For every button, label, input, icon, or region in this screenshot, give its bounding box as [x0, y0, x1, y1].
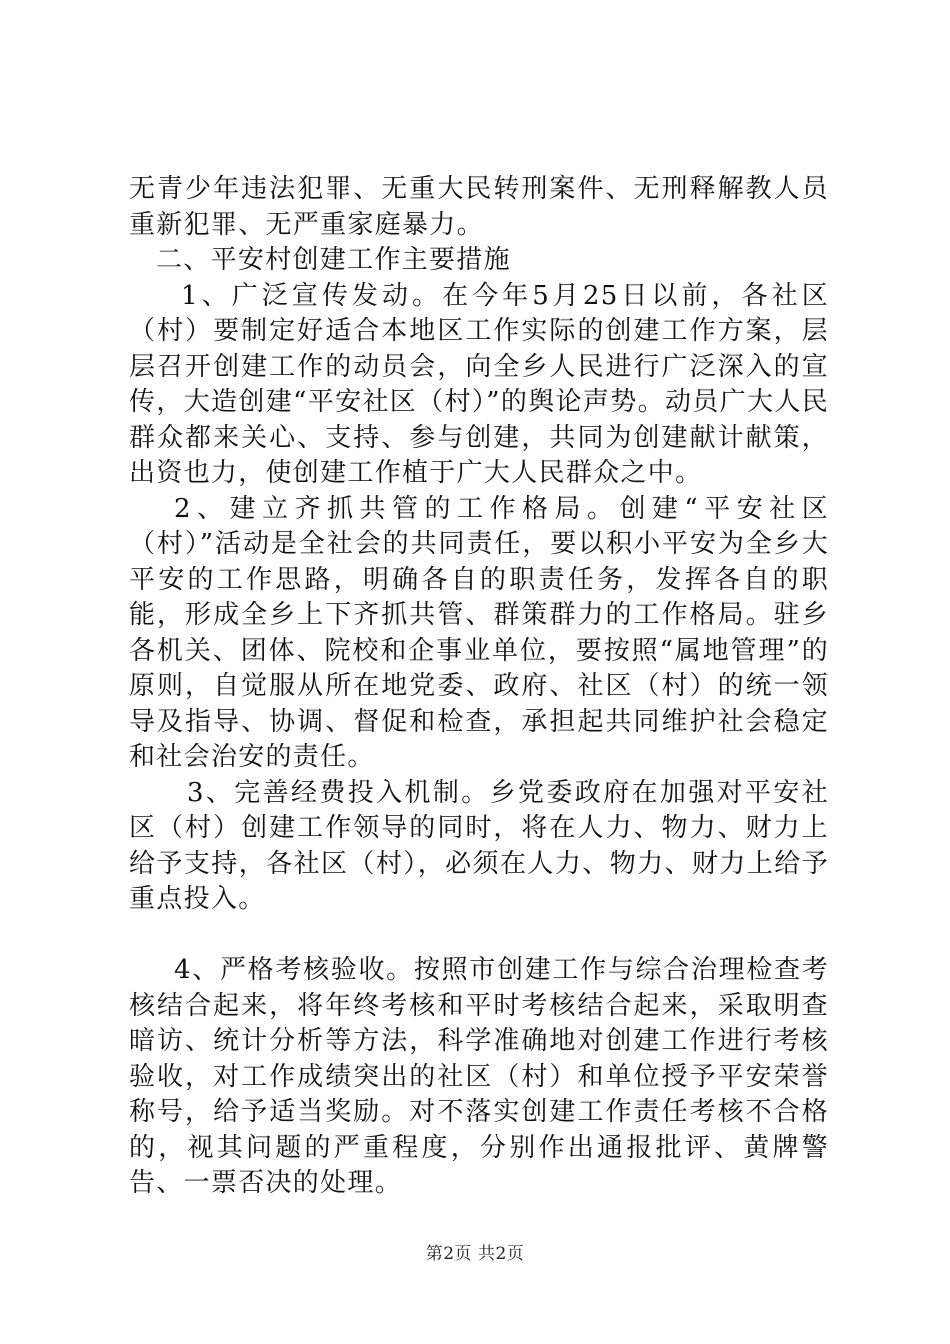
section-heading: 二、平安村创建工作主要措施	[156, 245, 511, 275]
paragraph-assessment: 4、严格考核验收。按照市创建工作与综合治理检查考核结合起来，将年终考核和平时考核结合起来，采取明查暗访、统计分析等方法，科学准确地对创建工作进行考核验收，对工作成绩突出的社区（村）和单位授予平安荣誉称号，给予适当奖励。对不落实创建工作责任考核不合格的，视其问题的严重程度，分别作出通报批评、黄牌警告、一票否决的处理。	[129, 955, 829, 1198]
paragraph-continuation: 无青少年违法犯罪、无重大民转刑案件、无刑释解教人员重新犯罪、无严重家庭暴力。	[129, 174, 829, 240]
paragraph-publicity: 1、广泛宣传发动。在今年5月25日以前，各社区（村）要制定好适合本地区工作实际的创建工作方案，层层召开创建工作的动员会，向全乡人民进行广泛深入的宣传，大造创建“平安社区（村）”的舆论声势。动员广大人民群众都来关心、支持、参与创建，共同为创建献计献策，出资也力，使创建工作植于广大人民群众之中。	[129, 280, 829, 488]
paragraph-joint-management: 2、建立齐抓共管的工作格局。创建“平安社区（村）”活动是全社会的共同责任，要以积小平安为全乡大平安的工作思路，明确各自的职责任务，发挥各自的职能，形成全乡上下齐抓共管、群策群力的工作格局。驻乡各机关、团体、院校和企事业单位，要按照“属地管理”的原则，自觉服从所在地党委、政府、社区（村）的统一领导及指导、协调、督促和检查，承担起共同维护社会稳定和社会治安的责任。	[129, 493, 829, 772]
page-number-footer: 第2页 共2页	[425, 1244, 525, 1264]
document-body	[129, 172, 829, 1202]
paragraph-funding: 3、完善经费投入机制。乡党委政府在加强对平安社区（村）创建工作领导的同时，将在人力、物力、财力上给予支持，各社区（村），必须在人力、物力、财力上给予重点投入。	[129, 777, 829, 914]
